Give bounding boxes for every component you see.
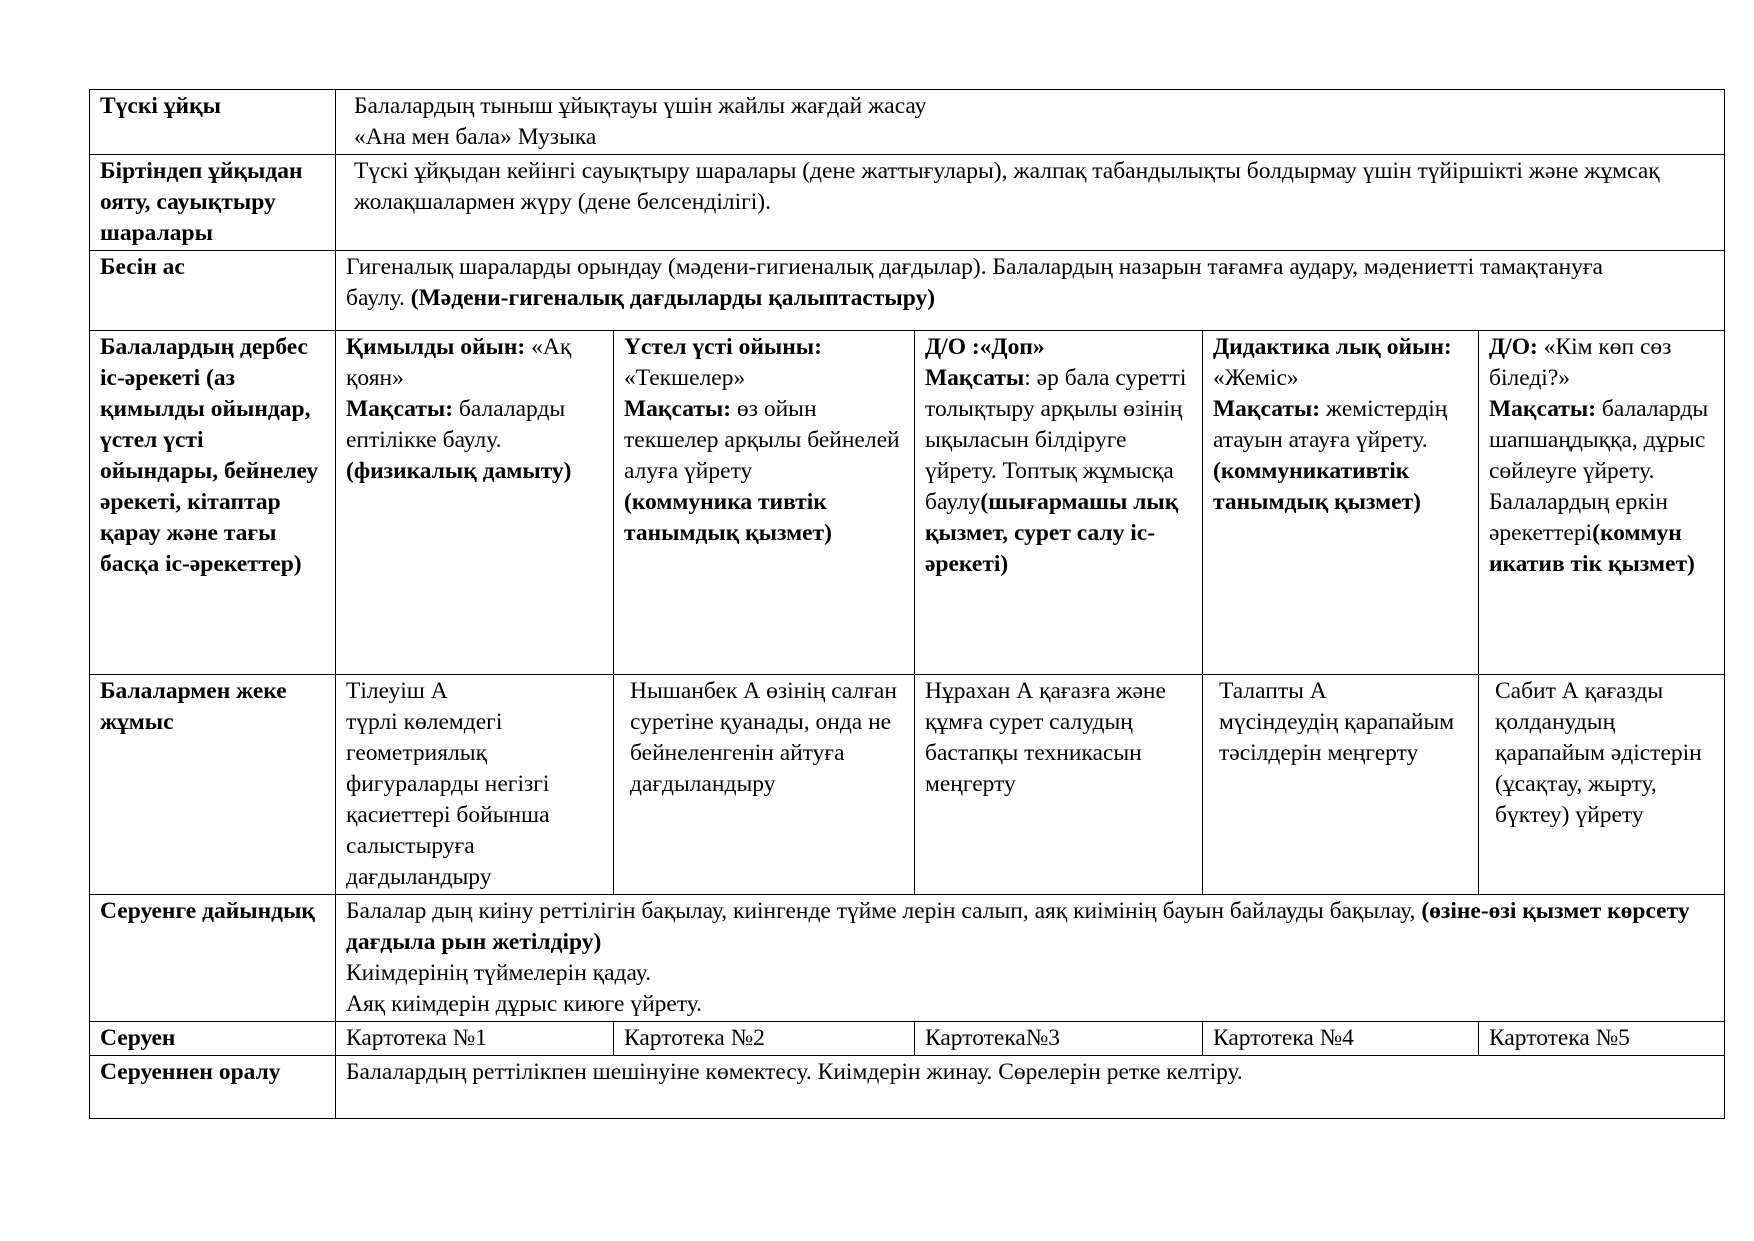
activity-goal-2: өз ойын текшелер арқылы бейнелей алуға үйрету xyxy=(624,396,900,484)
walk-card-4: Картотека №4 xyxy=(1203,1022,1479,1056)
row-prep xyxy=(90,895,1725,1022)
row-activity xyxy=(90,331,1725,675)
activity-goal-4: жемістердің атауын атауға үйрету. xyxy=(1213,396,1448,453)
activity-cell-5 xyxy=(1479,331,1725,675)
walk-card-5: Картотека №5 xyxy=(1479,1022,1725,1056)
activity-game-4: «Жеміс» xyxy=(1213,365,1299,391)
individual-task-5: қағазды қолданудың қарапайым әдістерін (ұсақтау, жырту, бүктеу) үйрету xyxy=(1495,678,1702,828)
activity-game-5: «Кім көп сөз біледі?» xyxy=(1489,334,1672,391)
activity-title-2: Үстел үсті ойыны: xyxy=(624,334,822,360)
individual-child-1: Тілеуіш А xyxy=(346,678,448,704)
snack-content xyxy=(336,251,1725,331)
nap-content xyxy=(336,90,1725,155)
walk-card-3: Картотека№3 xyxy=(915,1022,1203,1056)
row-label-prep: Серуенге дайындық xyxy=(90,895,336,1022)
snack-text: Гигеналық шараларды орындау (мәдени-гигиеналық дағдылар). Балалардың назарын тағамға аудару, мәдениетті тамақтануға баулу. xyxy=(346,254,1603,311)
row-label-return: Серуеннен оралу xyxy=(90,1056,336,1119)
individual-cell-1 xyxy=(336,675,614,895)
individual-cell-4 xyxy=(1203,675,1479,895)
activity-tag-2: (коммуника тивтік танымдық қызмет) xyxy=(624,489,832,546)
activity-cell-1 xyxy=(336,331,614,675)
wakeup-text: Түскі ұйқыдан кейінгі сауықтыру шаралары (дене жаттығулары), жалпақ табандылықты болдырмау үшін түйіршікті және жұмсақ жолақшалармен жүру (дене белсенділігі). xyxy=(354,158,1660,215)
activity-goal-3: : әр бала суретті толықтыру арқылы өзінің ықыласын білдіруге үйрету. Топтық жұмысқа баулу xyxy=(925,365,1187,515)
activity-tag-1: (физикалық дамыту) xyxy=(346,458,572,484)
return-content: Балалардың реттілікпен шешінуіне көмектесу. Киімдерін жинау. Сөрелерін ретке келтіру. xyxy=(336,1056,1725,1119)
daily-plan-table xyxy=(89,89,1725,1119)
row-snack xyxy=(90,251,1725,331)
activity-title-1: Қимылды ойын: xyxy=(346,334,532,360)
individual-cell-2 xyxy=(614,675,915,895)
prep-line-3: Аяқ киімдерін дұрыс киюге үйрету. xyxy=(346,991,703,1017)
activity-tag-4: (коммуникативтік танымдық қызмет) xyxy=(1213,458,1421,515)
individual-child-3: Нұрахан А xyxy=(925,678,1034,704)
wakeup-content xyxy=(336,155,1725,251)
activity-goal-label-4: Мақсаты: xyxy=(1213,396,1326,422)
activity-goal-label-1: Мақсаты: xyxy=(346,396,459,422)
individual-task-1: түрлі көлемдегі геометриялық фигураларды негізгі қасиеттері бойынша салыстыруға дағдыландыру xyxy=(346,709,550,890)
prep-content xyxy=(336,895,1725,1022)
walk-card-1: Картотека №1 xyxy=(336,1022,614,1056)
row-walk xyxy=(90,1022,1725,1056)
activity-tag-3: (шығармашы лық қызмет, сурет салу іс-әрекеті) xyxy=(925,489,1179,577)
row-label-walk: Серуен xyxy=(90,1022,336,1056)
individual-child-2: Нышанбек А xyxy=(630,678,761,704)
individual-task-2: өзінің салған суретіне қуанады, онда не бейнеленгенін айтуға дағдыландыру xyxy=(630,678,897,797)
row-return xyxy=(90,1056,1725,1119)
individual-child-5: Сабит А xyxy=(1495,678,1579,704)
row-label-nap: Түскі ұйқы xyxy=(90,90,336,155)
nap-line-2: «Ана мен бала» Музыка xyxy=(354,124,597,150)
row-wakeup xyxy=(90,155,1725,251)
activity-cell-4 xyxy=(1203,331,1479,675)
activity-goal-label-5: Мақсаты: xyxy=(1489,396,1602,422)
individual-cell-5 xyxy=(1479,675,1725,895)
activity-goal-5: балаларды шапшаңдыққа, дұрыс сөйлеуге үйрету. Балалардың еркін әрекеттері xyxy=(1489,396,1709,546)
prep-line-2: Киімдерінің түймелерін қадау. xyxy=(346,960,651,986)
row-nap xyxy=(90,90,1725,155)
activity-cell-2 xyxy=(614,331,915,675)
activity-title-5: Д/О: xyxy=(1489,334,1544,360)
prep-bold: (өзіне-өзі қызмет көрсету дағдыла рын жетілдіру) xyxy=(346,898,1690,955)
individual-child-4: Талапты А xyxy=(1219,678,1327,704)
activity-game-1: «Ақ қоян» xyxy=(346,334,572,391)
activity-goal-1: балаларды ептілікке баулу. xyxy=(346,396,566,453)
row-label-wakeup: Біртіндеп ұйқыдан ояту, сауықтыру шаралары xyxy=(90,155,336,251)
row-label-snack: Бесін ас xyxy=(90,251,336,331)
activity-goal-label-3: Мақсаты xyxy=(925,365,1025,391)
individual-task-4: мүсіндеудің қарапайым тәсілдерін меңгерту xyxy=(1219,709,1455,766)
snack-bold: (Мәдени-гигеналық дағдыларды қалыптастыру) xyxy=(410,285,936,311)
row-individual xyxy=(90,675,1725,895)
prep-text: Балалар дың киіну реттілігін бақылау, киінгенде түйме лерін салып, аяқ киімінің бауын байлауды бақылау, xyxy=(346,898,1422,924)
walk-card-2: Картотека №2 xyxy=(614,1022,915,1056)
individual-cell-3 xyxy=(915,675,1203,895)
activity-tag-5: (коммун икатив тік қызмет) xyxy=(1489,520,1695,577)
activity-title-4: Дидактика лық ойын: xyxy=(1213,334,1452,360)
nap-line-1: Балалардың тыныш ұйықтауы үшін жайлы жағдай жасау xyxy=(354,93,927,119)
activity-title-3: Д/О :«Доп» xyxy=(925,334,1045,360)
row-label-activity: Балалардың дербес іс-әрекеті (аз қимылды ойындар, үстел үсті ойындары, бейнелеу әрекеті, кітаптар қарау және тағы басқа іс-әрекеттер) xyxy=(90,331,336,675)
activity-game-2: «Текшелер» xyxy=(624,365,746,391)
individual-task-3: қағазға және құмға сурет салудың бастапқы техникасын меңгерту xyxy=(925,678,1166,797)
activity-cell-3 xyxy=(915,331,1203,675)
activity-goal-label-2: Мақсаты: xyxy=(624,396,737,422)
row-label-individual: Балалармен жеке жұмыс xyxy=(90,675,336,895)
